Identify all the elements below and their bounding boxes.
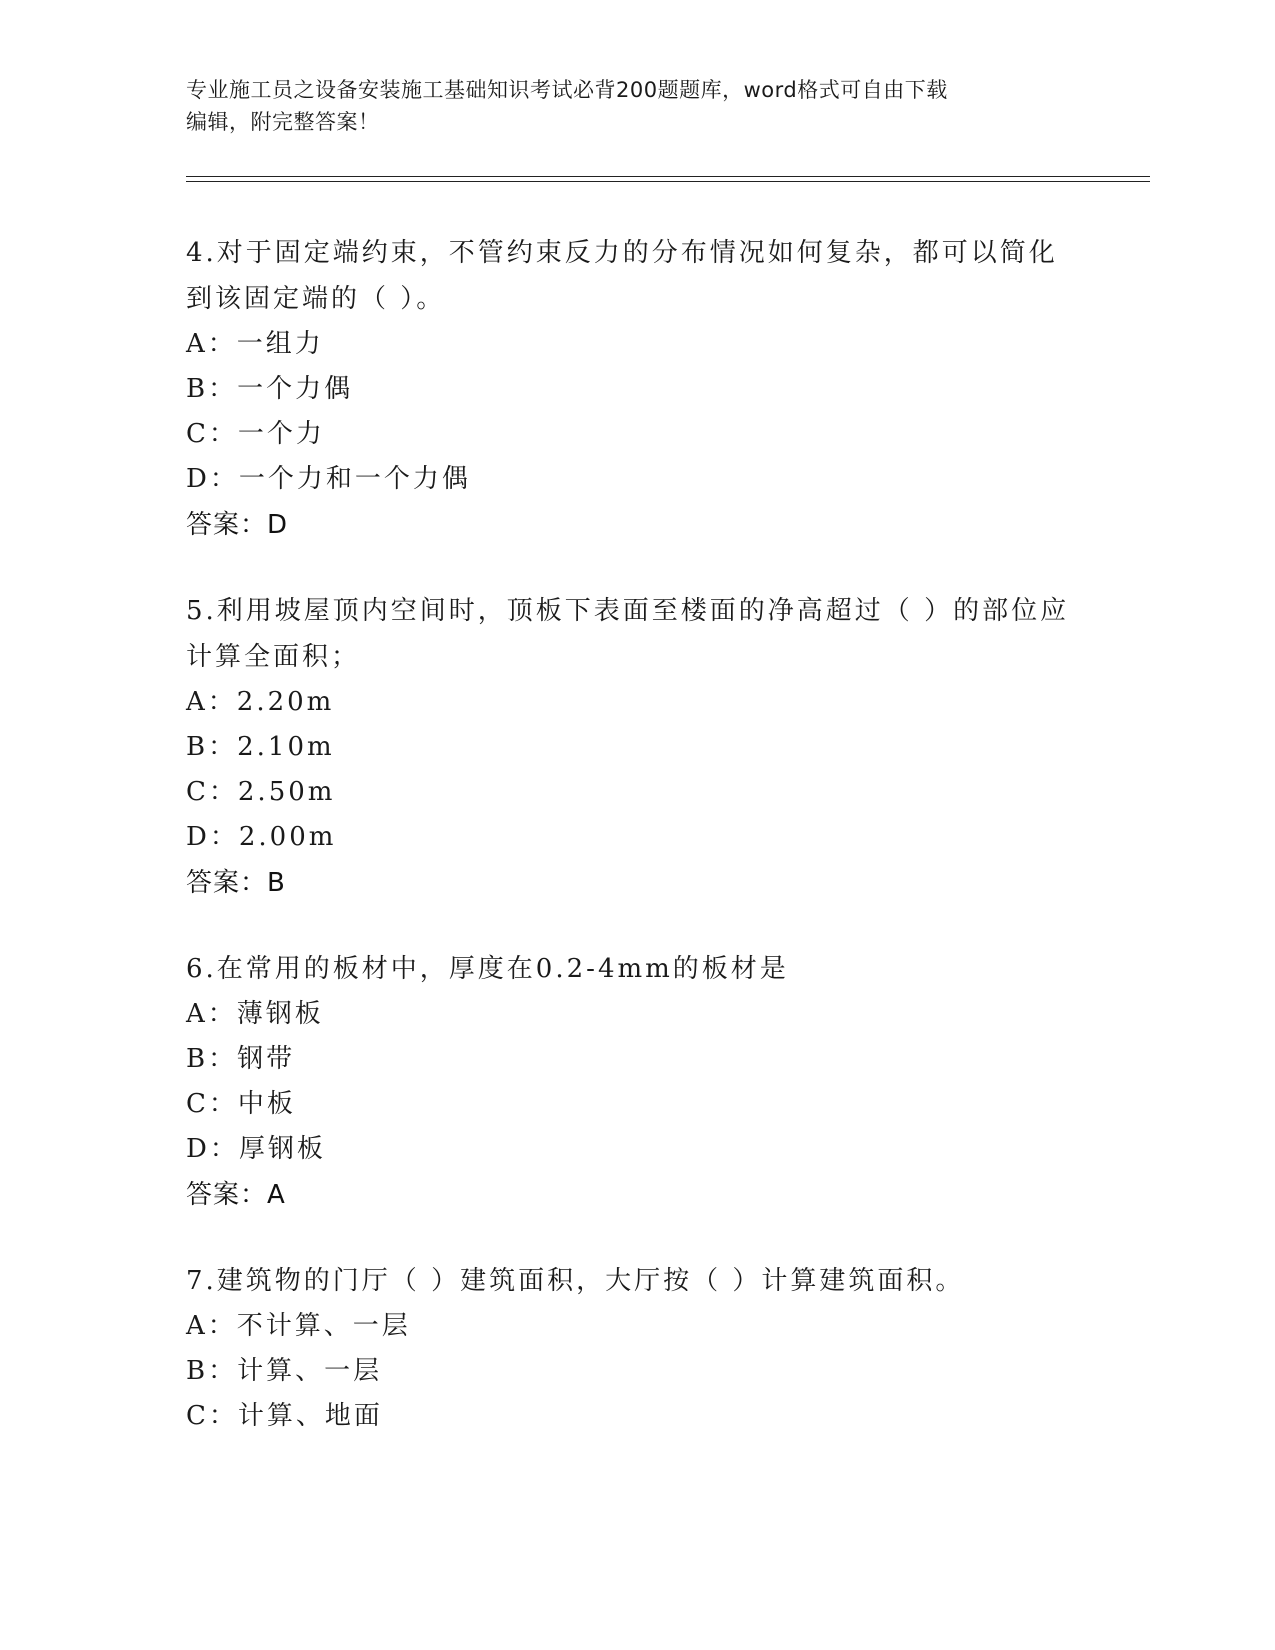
option-b: B：一个力偶 [186, 374, 354, 404]
option-c: C：计算、地面 [186, 1401, 383, 1431]
option-c: C：2.50m [186, 777, 336, 807]
option-c: C：中板 [186, 1089, 296, 1119]
answer-line: 答案：B [186, 868, 286, 898]
option-b: B：钢带 [186, 1044, 296, 1074]
header-divider [186, 176, 1150, 182]
question-text-line: 4.对于固定端约束，不管约束反力的分布情况如何复杂，都可以简化 [186, 238, 1058, 268]
option-a: A：2.20m [186, 687, 335, 717]
option-a: A：不计算、一层 [186, 1311, 411, 1341]
question-text-line: 5.利用坡屋顶内空间时，顶板下表面至楼面的净高超过（ ）的部位应 [186, 596, 1070, 626]
header-line-2: 编辑，附完整答案！ [186, 110, 380, 134]
option-a: A：一组力 [186, 329, 324, 359]
question-text-line: 6.在常用的板材中，厚度在0.2-4mm的板材是 [186, 954, 789, 984]
question-list [186, 230, 1086, 1479]
question-4 [186, 230, 1086, 548]
question-5 [186, 588, 1086, 906]
question-text-line: 7.建筑物的门厅（ ）建筑面积，大厅按（ ）计算建筑面积。 [186, 1266, 965, 1296]
question-text-line: 计算全面积； [186, 642, 361, 672]
option-d: D：厚钢板 [186, 1134, 326, 1164]
document-header [186, 74, 1066, 138]
answer-line: 答案：D [186, 510, 289, 540]
question-text-line: 到该固定端的（ ）。 [186, 284, 446, 314]
option-a: A：薄钢板 [186, 999, 324, 1029]
question-7 [186, 1258, 1086, 1439]
header-line-1: 专业施工员之设备安装施工基础知识考试必背200题题库，word格式可自由下载 [186, 78, 948, 102]
option-b: B：2.10m [186, 732, 335, 762]
option-c: C：一个力 [186, 419, 325, 449]
option-d: D：一个力和一个力偶 [186, 464, 471, 494]
answer-line: 答案：A [186, 1180, 286, 1210]
option-b: B：计算、一层 [186, 1356, 383, 1386]
question-6 [186, 946, 1086, 1218]
option-d: D：2.00m [186, 822, 337, 852]
